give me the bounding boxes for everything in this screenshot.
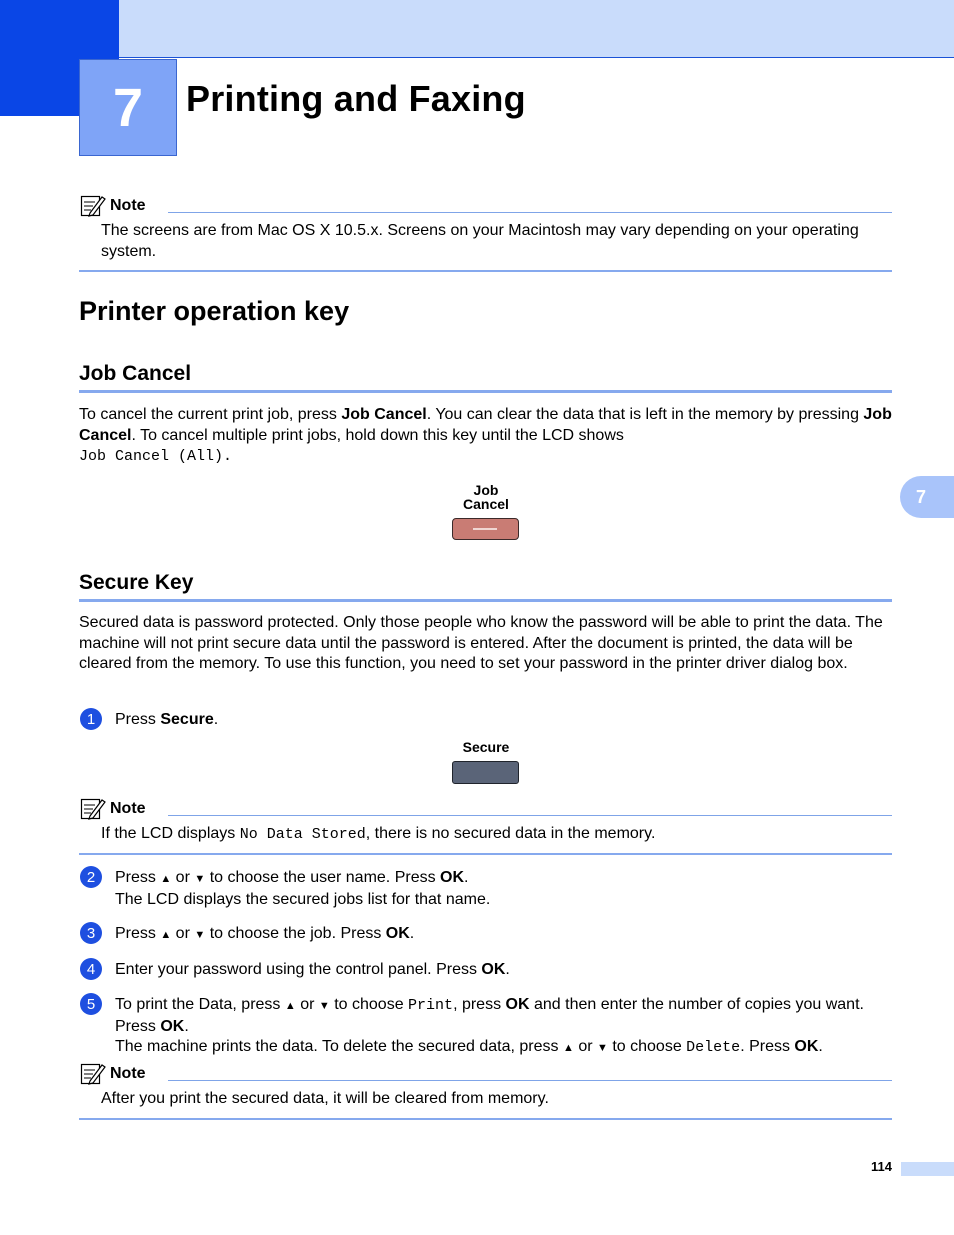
note-label: Note	[110, 197, 146, 214]
chapter-title: Printing and Faxing	[186, 78, 526, 119]
note-divider	[79, 1118, 892, 1120]
job-cancel-key-label: Job Cancel	[463, 482, 509, 512]
page-number: 114	[871, 1159, 892, 1174]
step-text: Enter your password using the control panel. Press OK.	[115, 961, 510, 978]
secure-key-button[interactable]	[452, 761, 519, 784]
step-text: Press Secure.	[115, 711, 219, 728]
header-band	[0, 0, 954, 58]
job-cancel-paragraph: To cancel the current print job, press Job Cancel. You can clear the data that is left in the memory by pressing Job Cancel. To cancel multiple print jobs, hold down this key until the LCD shows Job Cancel (All).	[79, 406, 892, 465]
chapter-number: 7	[79, 59, 177, 156]
note-rule	[168, 1080, 892, 1081]
step-text: Press ▲ or ▼ to choose the job. Press OK.	[115, 925, 415, 942]
step-number: 2	[80, 866, 102, 888]
step-number: 4	[80, 958, 102, 980]
note-rule	[168, 212, 892, 213]
note-pencil-icon	[80, 1062, 106, 1086]
chapter-side-tab[interactable]: 7	[900, 476, 954, 518]
note-text: If the LCD displays No Data Stored, there is no secured data in the memory.	[101, 825, 656, 843]
note-divider	[79, 853, 892, 855]
note-heading	[80, 1062, 146, 1086]
note-label: Note	[110, 800, 146, 817]
note-text: The screens are from Mac OS X 10.5.x. Screens on your Macintosh may vary depending on your operating system.	[101, 222, 859, 260]
note-heading	[80, 194, 146, 218]
job-cancel-heading: Job Cancel	[79, 362, 192, 385]
step-number: 1	[80, 708, 102, 730]
note-label: Note	[110, 1065, 146, 1082]
heading-rule	[79, 599, 892, 602]
secure-key-paragraph: Secured data is password protected. Only those people who know the password will be able to print the data. The machine will not print secure data until the password is entered. After the document is printed, the data will be cleared from the memory. To use this function, you need to set your password in the printer driver dialog box.	[79, 614, 883, 672]
note-pencil-icon	[80, 194, 106, 218]
note-heading	[80, 797, 146, 821]
note-rule	[168, 815, 892, 816]
note-pencil-icon	[80, 797, 106, 821]
step-number: 3	[80, 922, 102, 944]
heading-rule	[79, 390, 892, 393]
note-divider	[79, 270, 892, 272]
secure-key-heading: Secure Key	[79, 571, 194, 594]
step-text: Press ▲ or ▼ to choose the user name. Press OK. The LCD displays the secured jobs list for that name.	[115, 869, 491, 908]
page-number-bar	[901, 1162, 954, 1176]
step-text: To print the Data, press ▲ or ▼ to choose Print, press OK and then enter the number of copies you want. Press OK. The machine prints the data. To delete the secured data, press ▲ or ▼ to choose Delete. Press OK.	[115, 996, 864, 1056]
step-number: 5	[80, 993, 102, 1015]
job-cancel-key[interactable]	[452, 518, 519, 540]
secure-key-label: Secure	[462, 739, 510, 755]
note-text: After you print the secured data, it will be cleared from memory.	[101, 1090, 549, 1107]
section-title: Printer operation key	[79, 296, 350, 326]
